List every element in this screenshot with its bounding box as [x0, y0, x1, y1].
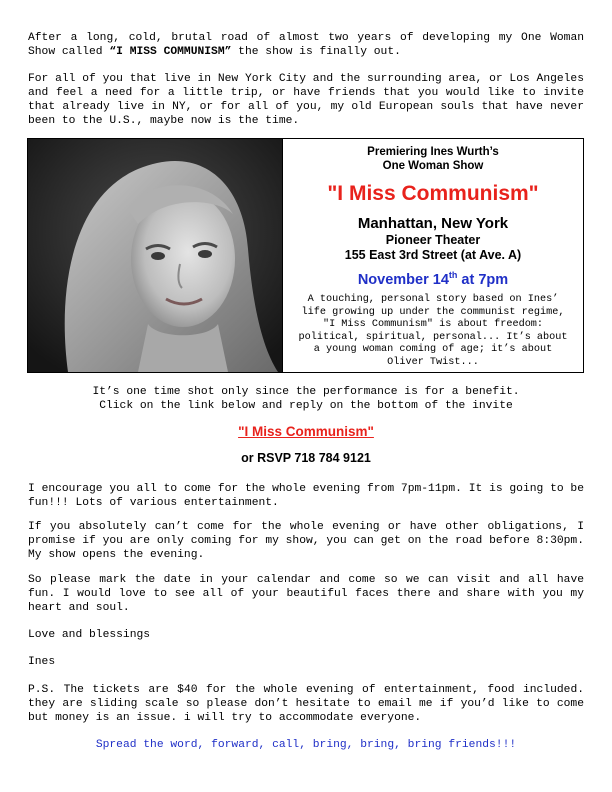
invite-link[interactable]: "I Miss Communism": [238, 424, 374, 439]
premiere-line-1: Premiering Ines Wurth’s: [367, 146, 499, 158]
event-date-day: November 14: [357, 272, 449, 288]
event-flyer: [27, 138, 584, 373]
event-address: 155 East 3rd Street (at Ave. A): [344, 248, 522, 262]
closing-line: Love and blessings: [28, 629, 151, 641]
event-date-time: at 7pm: [457, 272, 509, 288]
intro-paragraph-2: For all of you that live in New York City and the surrounding area, or Los Angeles and feel a need for a little trip, or have friends that you would like to invite that already live in NY, or for all of you, my old European souls that have never been to the U.S., maybe now is the time.: [28, 73, 584, 127]
event-date-suffix: th: [448, 270, 458, 281]
intro-text-start: After a long, cold, brutal road of almost two years of developing my One Woman Show called: [28, 32, 584, 58]
event-venue: Pioneer Theater: [385, 233, 481, 247]
notice-line-2: Click on the link below and reply on the bottom of the invite: [99, 400, 513, 412]
notice-line-1: It’s one time shot only since the performance is for a benefit.: [92, 386, 520, 398]
intro-paragraph-1: [28, 31, 584, 59]
event-date: [283, 271, 583, 289]
signature-name: Ines: [28, 656, 56, 668]
event-info-panel: [283, 139, 583, 372]
intro-show-name: “I MISS COMMUNISM”: [109, 46, 232, 58]
performer-photo: [28, 139, 283, 372]
rsvp-phone: or RSVP 718 784 9121: [241, 451, 371, 465]
invite-link-container: [28, 424, 584, 439]
spread-the-word: Spread the word, forward, call, bring, bring, bring friends!!!: [95, 739, 517, 751]
body-paragraph-3: So please mark the date in your calendar and come so we can visit and all have fun. I would love to see all of your beautiful faces there and share with you my heart and soul.: [28, 574, 584, 614]
body-paragraph-1: I encourage you all to come for the whole evening from 7pm-11pm. It is going to be fun!!! Lots of various entertainment.: [28, 483, 584, 509]
premiere-line-2: One Woman Show: [382, 160, 484, 172]
body-paragraph-2: If you absolutely can’t come for the whole evening or have other obligations, I promise if you are only coming for my show, you can get on the road before 8:30pm. My show opens the evening.: [28, 521, 584, 561]
postscript: P.S. The tickets are $40 for the whole evening of entertainment, food included. they are sliding scale so please don’t hesitate to email me if you’d like to come but money is an issue. i will try to accommodate everyone.: [28, 684, 584, 724]
event-city: Manhattan, New York: [357, 215, 509, 232]
show-blurb: A touching, personal story based on Ines’ life growing up under the communist regime, "I Miss Communism" is about freedom: political, spiritual, personal... It’s about a young woman coming of age; it’s about Oliver Twist...: [298, 294, 568, 368]
show-title: "I Miss Communism": [327, 182, 539, 205]
intro-text-end: the show is finally out.: [231, 46, 401, 58]
